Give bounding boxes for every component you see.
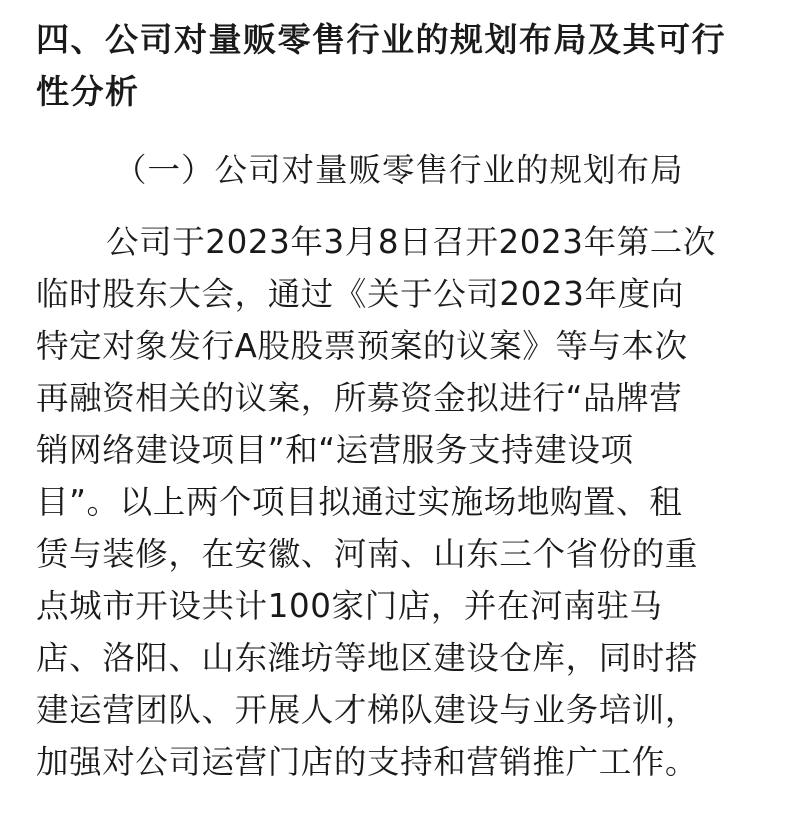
paragraph-line: 店、洛阳、山东潍坊等地区建设仓库，同时搭 <box>36 639 699 677</box>
paragraph-line: 点城市开设共计100家门店，并在河南驻马 <box>36 587 663 625</box>
paragraph-line: 建运营团队、开展人才梯队建设与业务培训， <box>36 691 699 729</box>
section-heading-line-1: 四、公司对量贩零售行业的规划布局及其可行 <box>36 20 726 59</box>
subsection-heading: （一）公司对量贩零售行业的规划布局 <box>114 151 684 189</box>
paragraph-line: 再融资相关的议案，所募资金拟进行“品牌营 <box>36 379 683 417</box>
paragraph-line: 特定对象发行A股股票预案的议案》等与本次 <box>36 327 688 365</box>
paragraph-line: 公司于2023年3月8日召开2023年第二次 <box>106 223 716 261</box>
section-heading-line-2: 性分析 <box>36 72 140 111</box>
paragraph-line: 目”。以上两个项目拟通过实施场地购置、租 <box>36 483 683 521</box>
section-heading <box>36 14 766 118</box>
body-paragraph <box>36 216 766 788</box>
paragraph-line: 赁与装修，在安徽、河南、山东三个省份的重 <box>36 535 699 573</box>
paragraph-line: 临时股东大会，通过《关于公司2023年度向 <box>36 275 684 313</box>
paragraph-line: 加强对公司运营门店的支持和营销推广工作。 <box>36 743 699 781</box>
paragraph-line: 销网络建设项目”和“运营服务支持建设项 <box>36 431 634 469</box>
